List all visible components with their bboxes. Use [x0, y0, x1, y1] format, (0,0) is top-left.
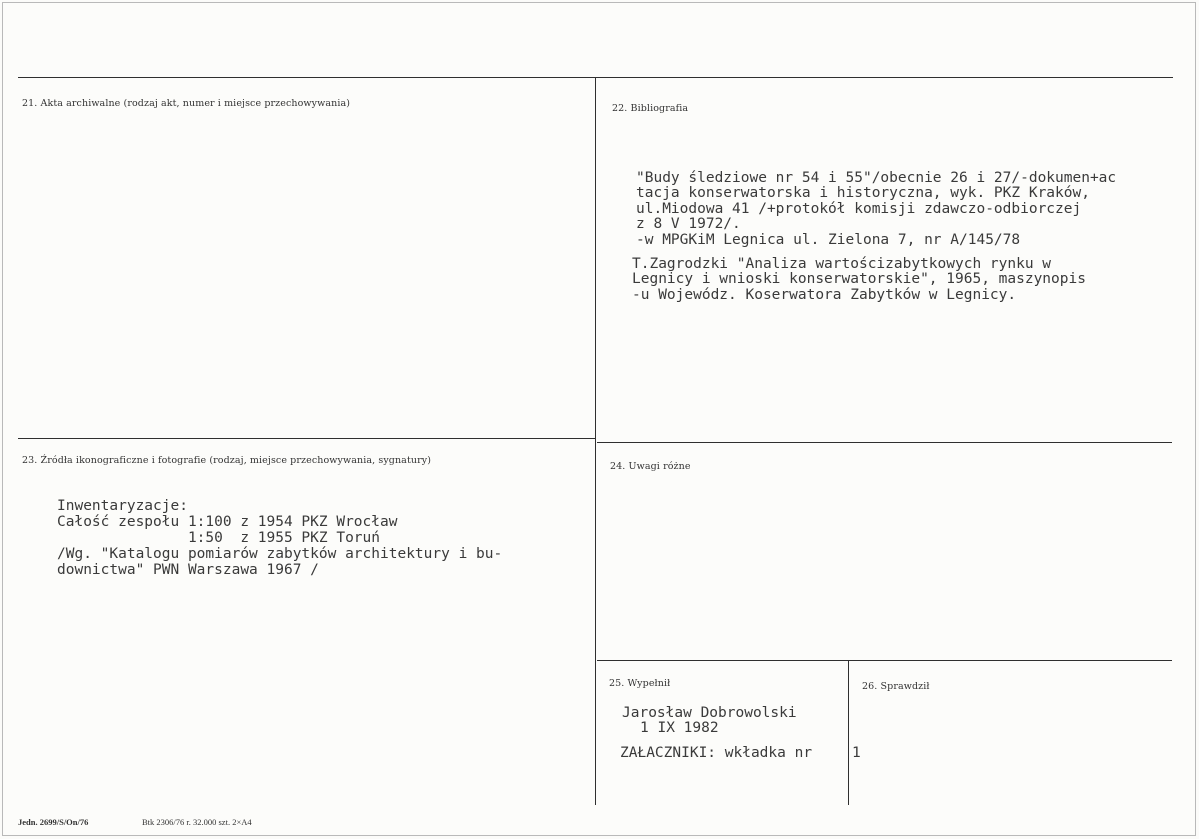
bibliography-line: -w MPGKiM Legnica ul. Zielona 7, nr A/145/78: [636, 231, 1021, 248]
iconography-line: /Wg. "Katalogu pomiarów zabytków architektury i bu-: [57, 546, 503, 562]
record-card: [2, 2, 1196, 836]
signature-divider: [597, 660, 1172, 661]
bibliography-entry-1: [636, 155, 1116, 248]
iconography-line: Całość zespołu 1:100 z 1954 PKZ Wrocław: [57, 514, 398, 530]
bibliography-line: Legnicy i wnioski konserwatorskie", 1965, maszynopis: [632, 271, 1086, 287]
middle-divider-left: [18, 438, 595, 439]
field-25-label: 25. Wypełnił: [609, 678, 671, 689]
bibliography-line: T.Zagrodzki "Analiza wartościzabytkowych rynku w: [632, 255, 1052, 272]
signature-column-divider: [848, 660, 849, 805]
field-22-label: 22. Bibliografia: [612, 103, 689, 114]
iconography-line: Inwentaryzacje:: [57, 498, 188, 514]
iconography-line: downictwa" PWN Warszawa 1967 /: [57, 562, 319, 578]
bibliography-line: z 8 V 1972/.: [636, 216, 741, 232]
bibliography-line: -u Wojewódz. Koserwatora Zabytków w Legnicy.: [632, 286, 1017, 303]
bibliography-line: "Budy śledziowe nr 54 i 55"/obecnie 26 i 27/-dokumen+ac: [636, 169, 1117, 186]
middle-divider-right: [597, 442, 1172, 443]
filled-by-date: 1 IX 1982: [640, 720, 719, 736]
field-26-label: 26. Sprawdził: [862, 681, 930, 692]
field-21-label: 21. Akta archiwalne (rodzaj akt, numer i miejsce przechowywania): [22, 98, 351, 109]
field-23-label: 23. Źródła ikonograficzne i fotografie (rodzaj, miejsce przechowywania, sygnatury): [22, 455, 431, 466]
attachments-number: 1: [852, 745, 861, 761]
field-24-label: 24. Uwagi różne: [610, 461, 691, 472]
form-code: Jedn. 2699/S/On/76: [18, 817, 89, 827]
center-divider: [595, 77, 596, 805]
attachments-label: ZAŁACZNIKI: wkładka nr: [620, 745, 813, 761]
print-info: Btk 2306/76 r. 32.000 szt. 2×A4: [142, 817, 252, 827]
bibliography-line: ul.Miodowa 41 /+protokół komisji zdawczo-odbiorczej: [636, 200, 1082, 217]
bibliography-line: tacja konserwatorska i historyczna, wyk. PKZ Kraków,: [636, 185, 1090, 201]
iconography-line: 1:50 z 1955 PKZ Toruń: [57, 530, 381, 546]
iconography-text: [57, 482, 502, 578]
filled-by-name: Jarosław Dobrowolski: [622, 705, 797, 721]
bibliography-entry-2: [632, 241, 1086, 303]
